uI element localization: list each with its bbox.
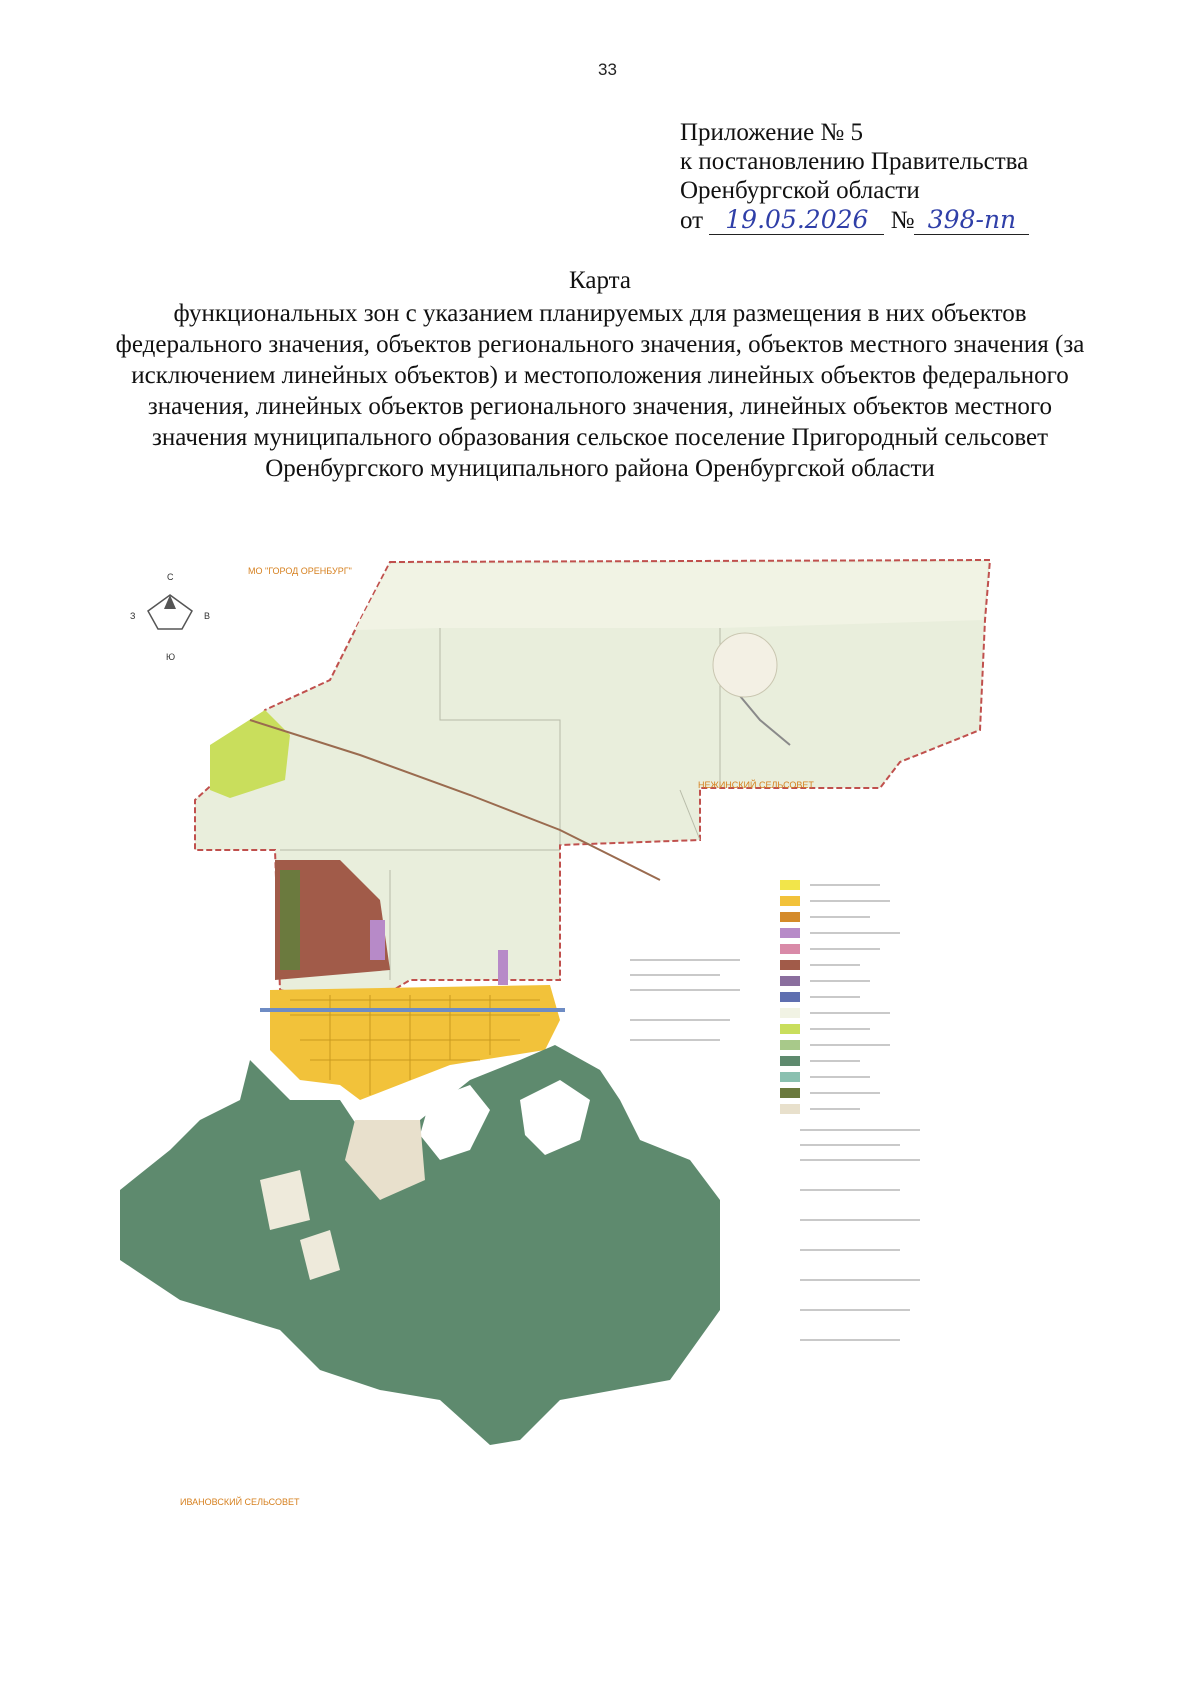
public-zone-small <box>498 950 508 985</box>
legend-swatch-13 <box>780 1072 800 1082</box>
legend-swatch-2 <box>780 896 800 906</box>
compass-rose <box>130 572 210 662</box>
appendix-line-2: к постановлению Правительства <box>680 148 1029 175</box>
handwritten-date: 19.05.2026 <box>709 205 884 235</box>
appendix-line-3: Оренбургской области <box>680 177 920 204</box>
legend-swatch-1 <box>780 880 800 890</box>
functional-zones-map <box>0 540 1200 1640</box>
number-prefix: № <box>890 207 915 234</box>
label-ivanovsky: ИВАНОВСКИЙ СЕЛЬСОВЕТ <box>180 1497 300 1507</box>
forest-zone <box>120 1045 720 1445</box>
appendix-date-line <box>680 205 1100 235</box>
legend-swatch-9 <box>780 1008 800 1018</box>
document-title <box>100 265 1100 484</box>
page-number: 33 <box>598 60 617 79</box>
handwritten-number: 398-пп <box>914 205 1029 235</box>
legend-swatch-10 <box>780 1024 800 1034</box>
legend-swatch-14 <box>780 1088 800 1098</box>
compass-north: С <box>167 572 174 582</box>
appendix-block <box>680 118 1100 235</box>
legend-swatch-8 <box>780 992 800 1002</box>
legend-swatch-11 <box>780 1040 800 1050</box>
compass-east: В <box>204 611 211 621</box>
date-prefix: от <box>680 207 704 234</box>
title-subtitle: функциональных зон с указанием планируемых для размещения в них объектов федерального значения, объектов регионального значения, объектов местного значения (за исключением линейных объектов) и местоположения линейных объектов федерального значения, линейных объектов регионального значения, линейных объектов местного значения муниципального образования сельское поселение Пригородный сельсовет Оренбургского муниципального района Оренбургской области <box>115 300 1085 482</box>
legend-swatch-6 <box>780 960 800 970</box>
public-zone-strip <box>370 920 385 960</box>
legend-swatch-7 <box>780 976 800 986</box>
title-heading: Карта <box>569 267 631 294</box>
legend-swatch-3 <box>780 912 800 922</box>
compass-west: З <box>130 611 136 621</box>
compass-north-arrow <box>164 595 176 609</box>
legend-swatch-12 <box>780 1056 800 1066</box>
legend-swatch-4 <box>780 928 800 938</box>
appendix-line-1: Приложение № 5 <box>680 119 864 146</box>
legend-swatch-5 <box>780 944 800 954</box>
compass-south: Ю <box>166 652 176 662</box>
legend-swatch-15 <box>780 1104 800 1114</box>
settlement-north-marker <box>713 633 777 697</box>
agricultural-zone-north <box>355 562 988 630</box>
label-city-orenburg: МО "ГОРОД ОРЕНБУРГ" <box>248 566 352 576</box>
label-nezhinsky: НЕЖИНСКИЙ СЕЛЬСОВЕТ <box>698 780 814 790</box>
industrial-zone-dark <box>280 870 300 970</box>
